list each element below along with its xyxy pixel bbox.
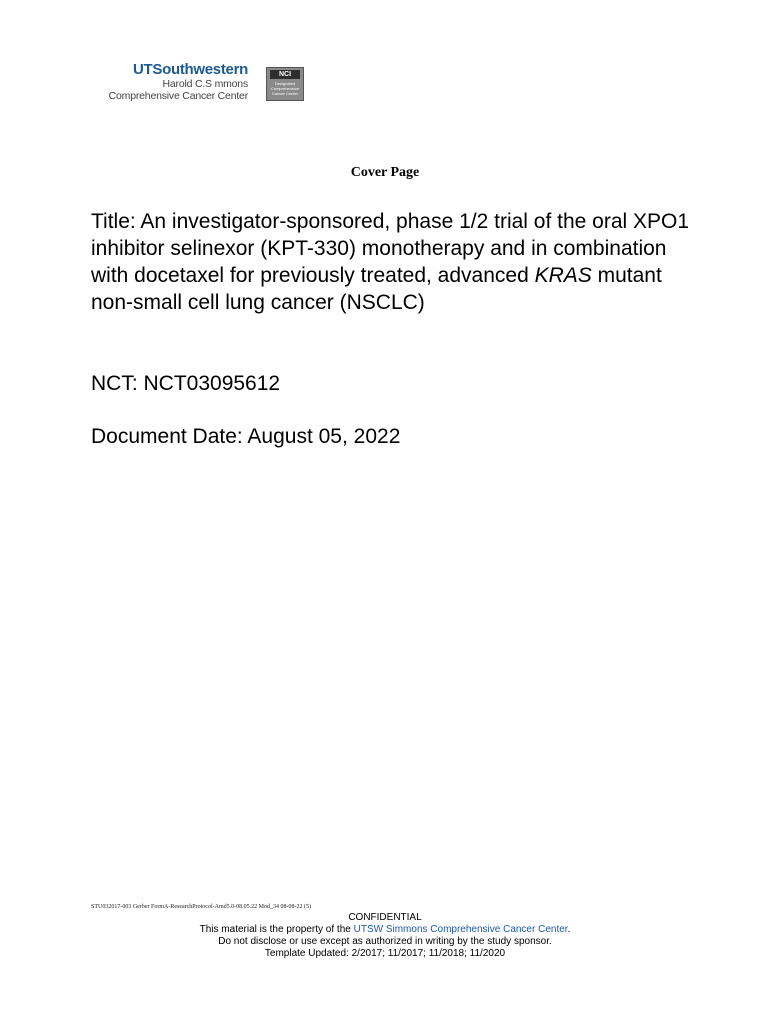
logo-utsouthwestern: UTSouthwestern — [133, 61, 248, 78]
footer-document-code: STU032017-003 Gerber FormA-ResearchProtocol-Amd5.0-08.05.22 Mod_34 08-08-22 (5) — [91, 904, 311, 910]
protocol-title — [91, 208, 691, 316]
footer — [0, 912, 770, 960]
logo-line-2: Harold C.S mmons — [162, 78, 248, 90]
title-prefix: Title: An investigator-sponsored, phase 1/2 trial of the oral XPO1 inhibitor selinexor (KPT-330) monotherapy and in combination with docetaxel for previously treated, advanced — [91, 210, 690, 287]
property-link[interactable]: UTSW Simmons Comprehensive Cancer Center — [353, 924, 568, 935]
property-prefix: This material is the property of the — [199, 924, 354, 935]
cover-page-heading: Cover Page — [350, 165, 420, 180]
logo-line-3: Comprehensive Cancer Center — [108, 90, 248, 102]
title-italic-kras: KRAS — [534, 264, 592, 287]
footer-disclose: Do not disclose or use except as authorized in writing by the study sponsor. — [218, 936, 552, 947]
footer-property — [0, 924, 770, 936]
nci-badge-text: Designated Comprehensive Cancer Center — [270, 81, 299, 96]
nci-badge-icon — [266, 67, 304, 101]
title-suffix: mutant non-small cell lung cancer (NSCLC) — [91, 264, 662, 314]
property-suffix: . — [567, 924, 571, 935]
nci-badge-label: NCI — [270, 70, 300, 79]
footer-confidential: CONFIDENTIAL — [348, 912, 422, 923]
utsw-logo — [88, 62, 248, 102]
document-date: Document Date: August 05, 2022 — [91, 425, 401, 448]
footer-template-updated: Template Updated: 2/2017; 11/2017; 11/2018; 11/2020 — [264, 948, 506, 959]
nct-number: NCT: NCT03095612 — [91, 372, 281, 395]
